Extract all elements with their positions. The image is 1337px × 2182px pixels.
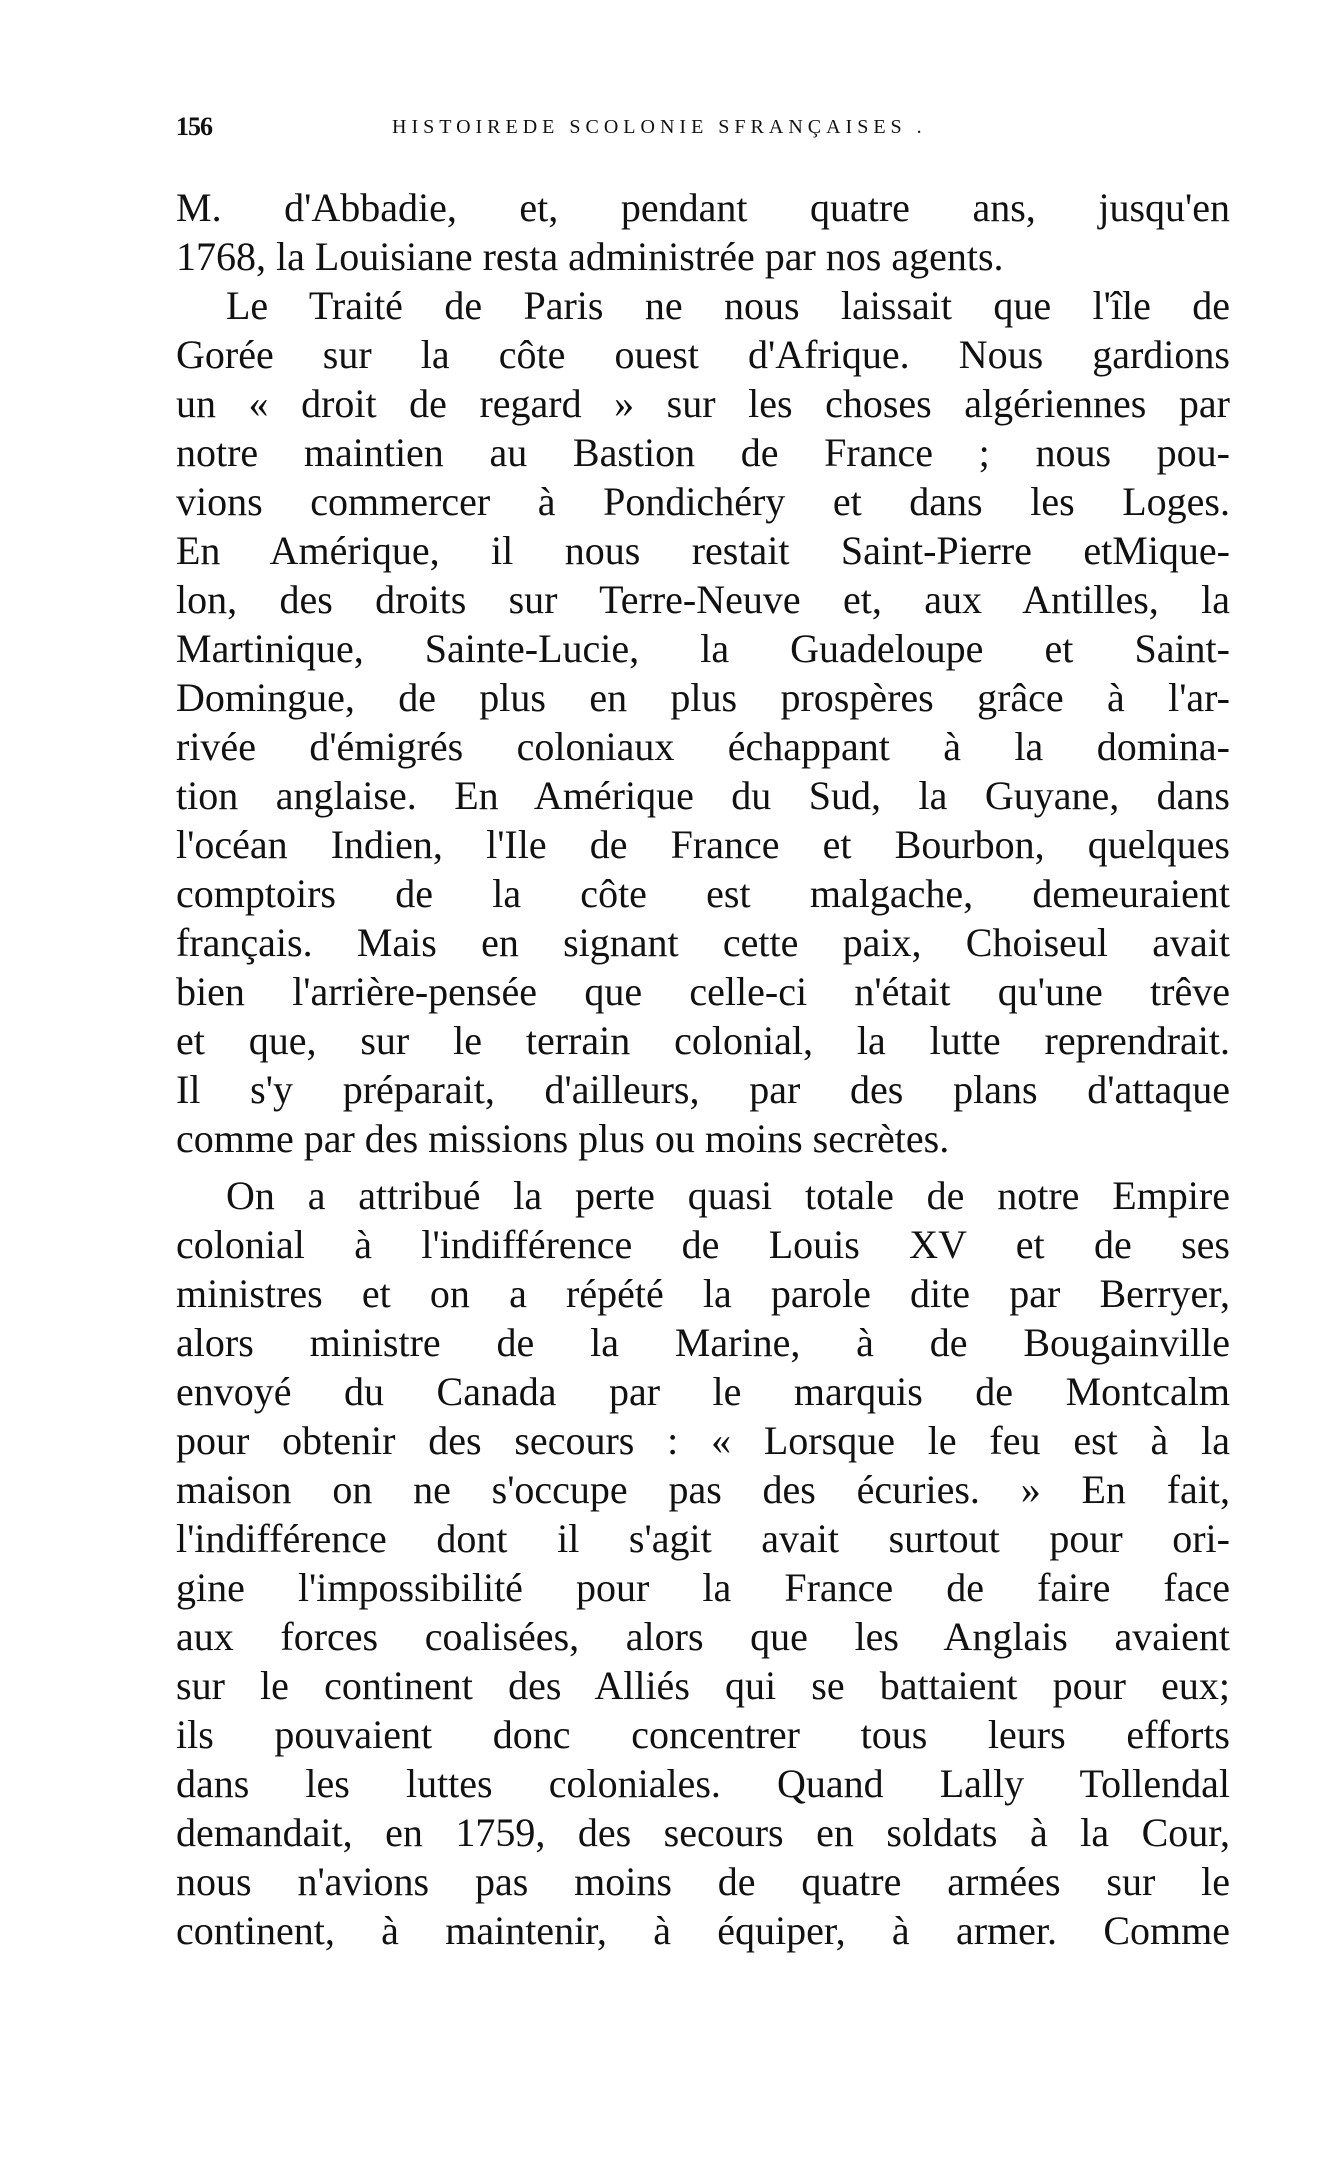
text-line: un « droit de regard » sur les choses algériennes par (176, 381, 1230, 426)
text-line: aux forces coalisées, alors que les Anglais avaient (176, 1614, 1230, 1659)
text-line: Le Traité de Paris ne nous laissait que l'île de (226, 283, 1230, 328)
text-line: l'indifférence dont il s'agit avait surtout pour ori- (176, 1516, 1230, 1561)
text-line: lon, des droits sur Terre-Neuve et, aux Antilles, la (176, 577, 1230, 622)
text-line: colonial à l'indifférence de Louis XV et de ses (176, 1222, 1230, 1267)
text-line: rivée d'émigrés coloniaux échappant à la domina- (176, 724, 1230, 769)
text-line: maison on ne s'occupe pas des écuries. » En fait, (176, 1467, 1230, 1512)
text-line: Il s'y préparait, d'ailleurs, par des plans d'attaque (176, 1067, 1230, 1112)
text-line: comptoirs de la côte est malgache, demeuraient (176, 871, 1230, 916)
text-line: sur le continent des Alliés qui se battaient pour eux; (176, 1663, 1230, 1708)
text-line: et que, sur le terrain colonial, la lutte reprendrait. (176, 1018, 1230, 1063)
text-line: nous n'avions pas moins de quatre armées sur le (176, 1859, 1230, 1904)
text-line: Gorée sur la côte ouest d'Afrique. Nous gardions (176, 332, 1230, 377)
text-line: Domingue, de plus en plus prospères grâce à l'ar- (176, 675, 1230, 720)
running-head (176, 112, 1230, 152)
text-line: 1768, la Louisiane resta administrée par nos agents. (176, 234, 1004, 279)
text-line: français. Mais en signant cette paix, Choiseul avait (176, 920, 1230, 965)
text-line: M. d'Abbadie, et, pendant quatre ans, jusqu'en (176, 185, 1230, 230)
text-line: demandait, en 1759, des secours en soldats à la Cour, (176, 1810, 1230, 1855)
body-text (176, 183, 1230, 1955)
text-line: On a attribué la perte quasi totale de notre Empire (226, 1173, 1230, 1218)
text-line: continent, à maintenir, à équiper, à armer. Comme (176, 1908, 1230, 1953)
text-line: comme par des missions plus ou moins secrètes. (176, 1116, 950, 1161)
text-line: alors ministre de la Marine, à de Bougainville (176, 1320, 1230, 1365)
running-title: HISTOIREDE SCOLONIE SFRANÇAISES . (392, 116, 927, 138)
text-line: ministres et on a répété la parole dite par Berryer, (176, 1271, 1230, 1316)
text-line: tion anglaise. En Amérique du Sud, la Guyane, dans (176, 773, 1230, 818)
text-line: vions commercer à Pondichéry et dans les Loges. (176, 479, 1230, 524)
paragraph (176, 183, 1230, 281)
paragraph (176, 281, 1230, 1163)
text-line: ils pouvaient donc concentrer tous leurs efforts (176, 1712, 1230, 1757)
text-line: pour obtenir des secours : « Lorsque le feu est à la (176, 1418, 1230, 1463)
paragraph (176, 1171, 1230, 1955)
text-line: notre maintien au Bastion de France ; nous pou- (176, 430, 1230, 475)
text-line: envoyé du Canada par le marquis de Montcalm (176, 1369, 1230, 1414)
text-line: Martinique, Sainte-Lucie, la Guadeloupe et Saint- (176, 626, 1230, 671)
text-line: l'océan Indien, l'Ile de France et Bourbon, quelques (176, 822, 1230, 867)
text-line: gine l'impossibilité pour la France de faire face (176, 1565, 1230, 1610)
text-line: dans les luttes coloniales. Quand Lally Tollendal (176, 1761, 1230, 1806)
text-line: En Amérique, il nous restait Saint-Pierre etMique- (176, 528, 1230, 573)
paragraph-spacer (176, 1163, 1230, 1171)
text-line: bien l'arrière-pensée que celle-ci n'était qu'une trêve (176, 969, 1230, 1014)
page-number: 156 (176, 112, 212, 141)
